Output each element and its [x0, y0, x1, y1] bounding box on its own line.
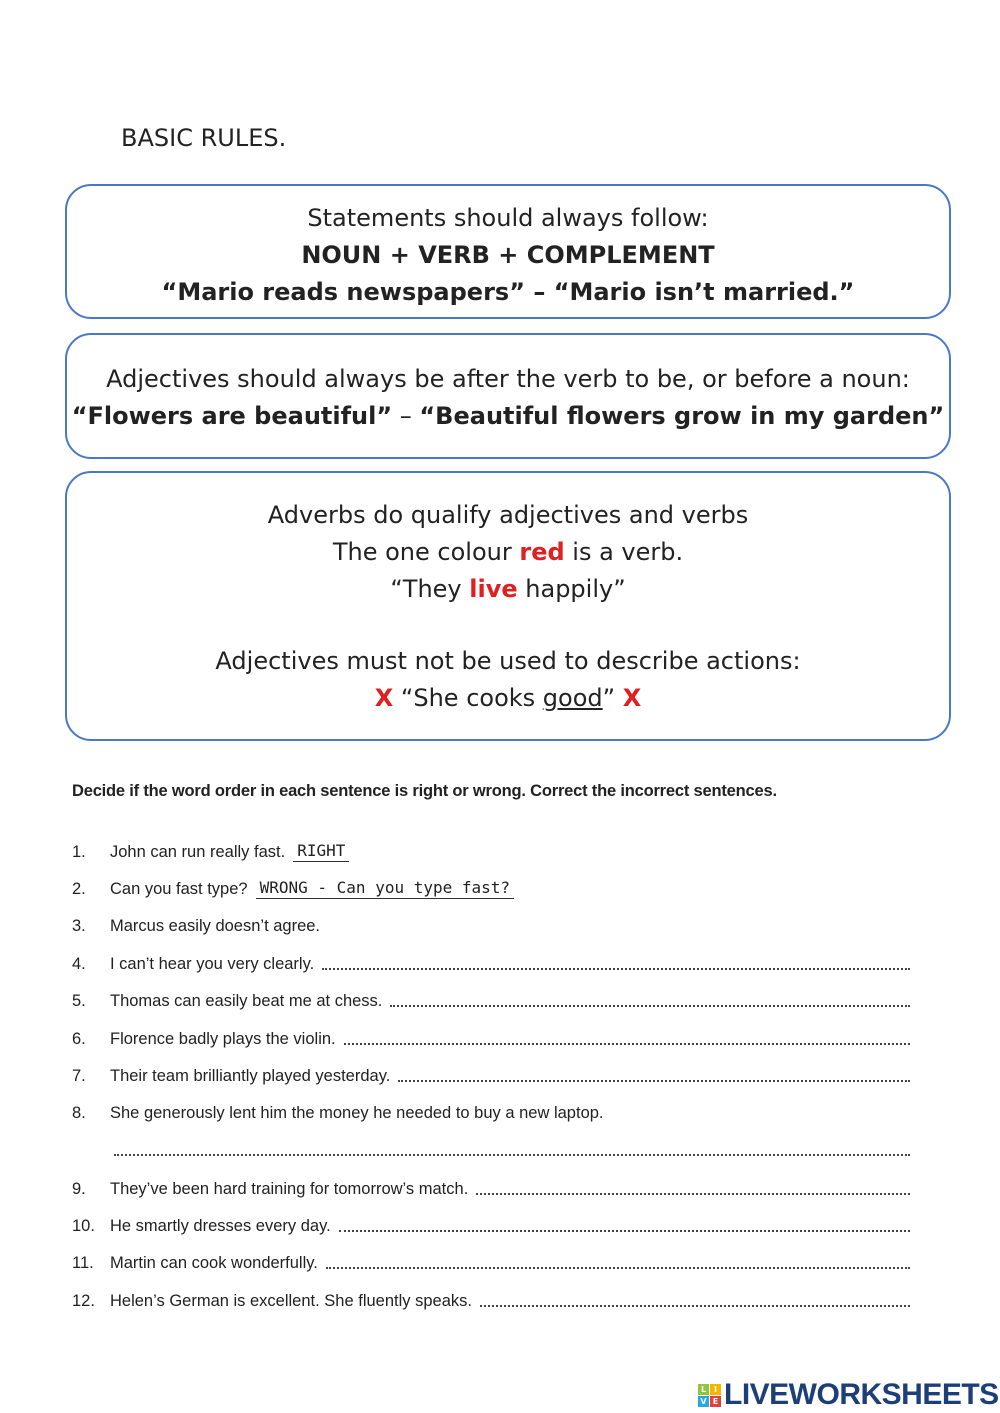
page-title: BASIC RULES. [121, 124, 287, 152]
logo-tile: I [710, 1384, 721, 1395]
exercise-item-answer-row [110, 1138, 910, 1160]
item-sentence: Thomas can easily beat me at chess. [110, 992, 383, 1010]
rule-example: “Mario reads newspapers” – “Mario isn’t married.” [161, 278, 855, 306]
exercise-item [72, 1064, 910, 1086]
red-word: live [469, 575, 518, 603]
rule-text: Adverbs do qualify adjectives and verbs [267, 501, 749, 529]
exercise-item [72, 1101, 910, 1123]
item-sentence: Helen’s German is excellent. She fluently speaks. [110, 1292, 472, 1310]
x-mark-icon: X [622, 684, 642, 712]
example-2: “Beautiful flowers grow in my garden” [419, 402, 945, 430]
item-sentence: Florence badly plays the violin. [110, 1030, 336, 1048]
exercise-item [72, 914, 910, 936]
item-sentence: I can’t hear you very clearly. [110, 955, 315, 973]
rule-text: Adjectives must not be used to describe actions: [215, 647, 801, 675]
item-number: 10. [72, 1217, 95, 1235]
answer-line[interactable] [390, 1005, 910, 1007]
exercise-item [72, 1251, 910, 1273]
example-1: “Flowers are beautiful” [71, 402, 393, 430]
logo-tile: V [698, 1396, 709, 1407]
logo-text: LIVEWORKSHEETS [724, 1378, 999, 1411]
answer-line[interactable] [326, 1267, 910, 1269]
item-sentence: They’ve been hard training for tomorrow’s match. [110, 1180, 469, 1198]
exercise-item [72, 1027, 910, 1049]
rule-formula: NOUN + VERB + COMPLEMENT [301, 241, 715, 269]
exercise-item [72, 1289, 910, 1311]
separator: – [392, 402, 420, 430]
rule-box-adjectives [65, 333, 951, 459]
answer-line[interactable] [476, 1193, 910, 1195]
logo-tile: L [698, 1384, 709, 1395]
item-sentence: Martin can cook wonderfully. [110, 1254, 318, 1272]
item-number: 2. [72, 880, 86, 898]
x-mark-icon: X [374, 684, 394, 712]
answer-line[interactable] [339, 1230, 910, 1232]
rule-example [67, 398, 949, 435]
answer-field[interactable]: WRONG - Can you type fast? [256, 878, 514, 899]
text: ” [602, 684, 623, 712]
item-sentence: He smartly dresses every day. [110, 1217, 331, 1235]
red-word: red [519, 538, 565, 566]
item-number: 5. [72, 992, 86, 1010]
rule-text [67, 534, 949, 571]
exercise-item [72, 989, 910, 1011]
text: The one colour [332, 538, 520, 566]
answer-line[interactable] [344, 1043, 910, 1045]
item-sentence: She generously lent him the money he needed to buy a new laptop. [110, 1104, 604, 1122]
text: happily” [517, 575, 626, 603]
rule-box-adverbs [65, 471, 951, 741]
text: “She cooks [393, 684, 543, 712]
logo-tiles-icon [698, 1384, 721, 1407]
item-sentence: Their team brilliantly played yesterday. [110, 1067, 391, 1085]
underlined-word: good [542, 684, 603, 712]
item-number: 3. [72, 917, 86, 935]
exercise-item [72, 952, 910, 974]
item-number: 8. [72, 1104, 86, 1122]
answer-line[interactable] [322, 968, 910, 970]
item-number: 7. [72, 1067, 86, 1085]
item-number: 4. [72, 955, 86, 973]
exercise-item [72, 1177, 910, 1199]
rule-text: Statements should always follow: [307, 204, 709, 232]
item-number: 6. [72, 1030, 86, 1048]
item-sentence: John can run really fast. [110, 843, 286, 861]
logo-tile: E [710, 1396, 721, 1407]
wrong-example [67, 680, 949, 717]
answer-field[interactable]: RIGHT [293, 841, 349, 862]
instructions: Decide if the word order in each sentence is right or wrong. Correct the incorrect sentences. [72, 782, 777, 800]
exercise-item [72, 840, 910, 862]
item-number: 9. [72, 1180, 86, 1198]
rule-example [67, 571, 949, 608]
rule-box-statements [65, 184, 951, 319]
item-sentence: Can you fast type? [110, 880, 248, 898]
text: is a verb. [564, 538, 684, 566]
item-number: 11. [72, 1254, 94, 1272]
item-number: 1. [72, 843, 86, 861]
exercise-item [72, 1214, 910, 1236]
answer-line[interactable] [398, 1080, 910, 1082]
rule-text: Adjectives should always be after the verb to be, or before a noun: [106, 365, 910, 393]
answer-line[interactable] [480, 1305, 910, 1307]
text: “They [390, 575, 470, 603]
item-sentence: Marcus easily doesn’t agree. [110, 917, 321, 935]
item-number: 12. [72, 1292, 95, 1310]
exercise-item [72, 877, 910, 899]
answer-line[interactable] [114, 1154, 910, 1156]
liveworksheets-logo [698, 1378, 999, 1412]
